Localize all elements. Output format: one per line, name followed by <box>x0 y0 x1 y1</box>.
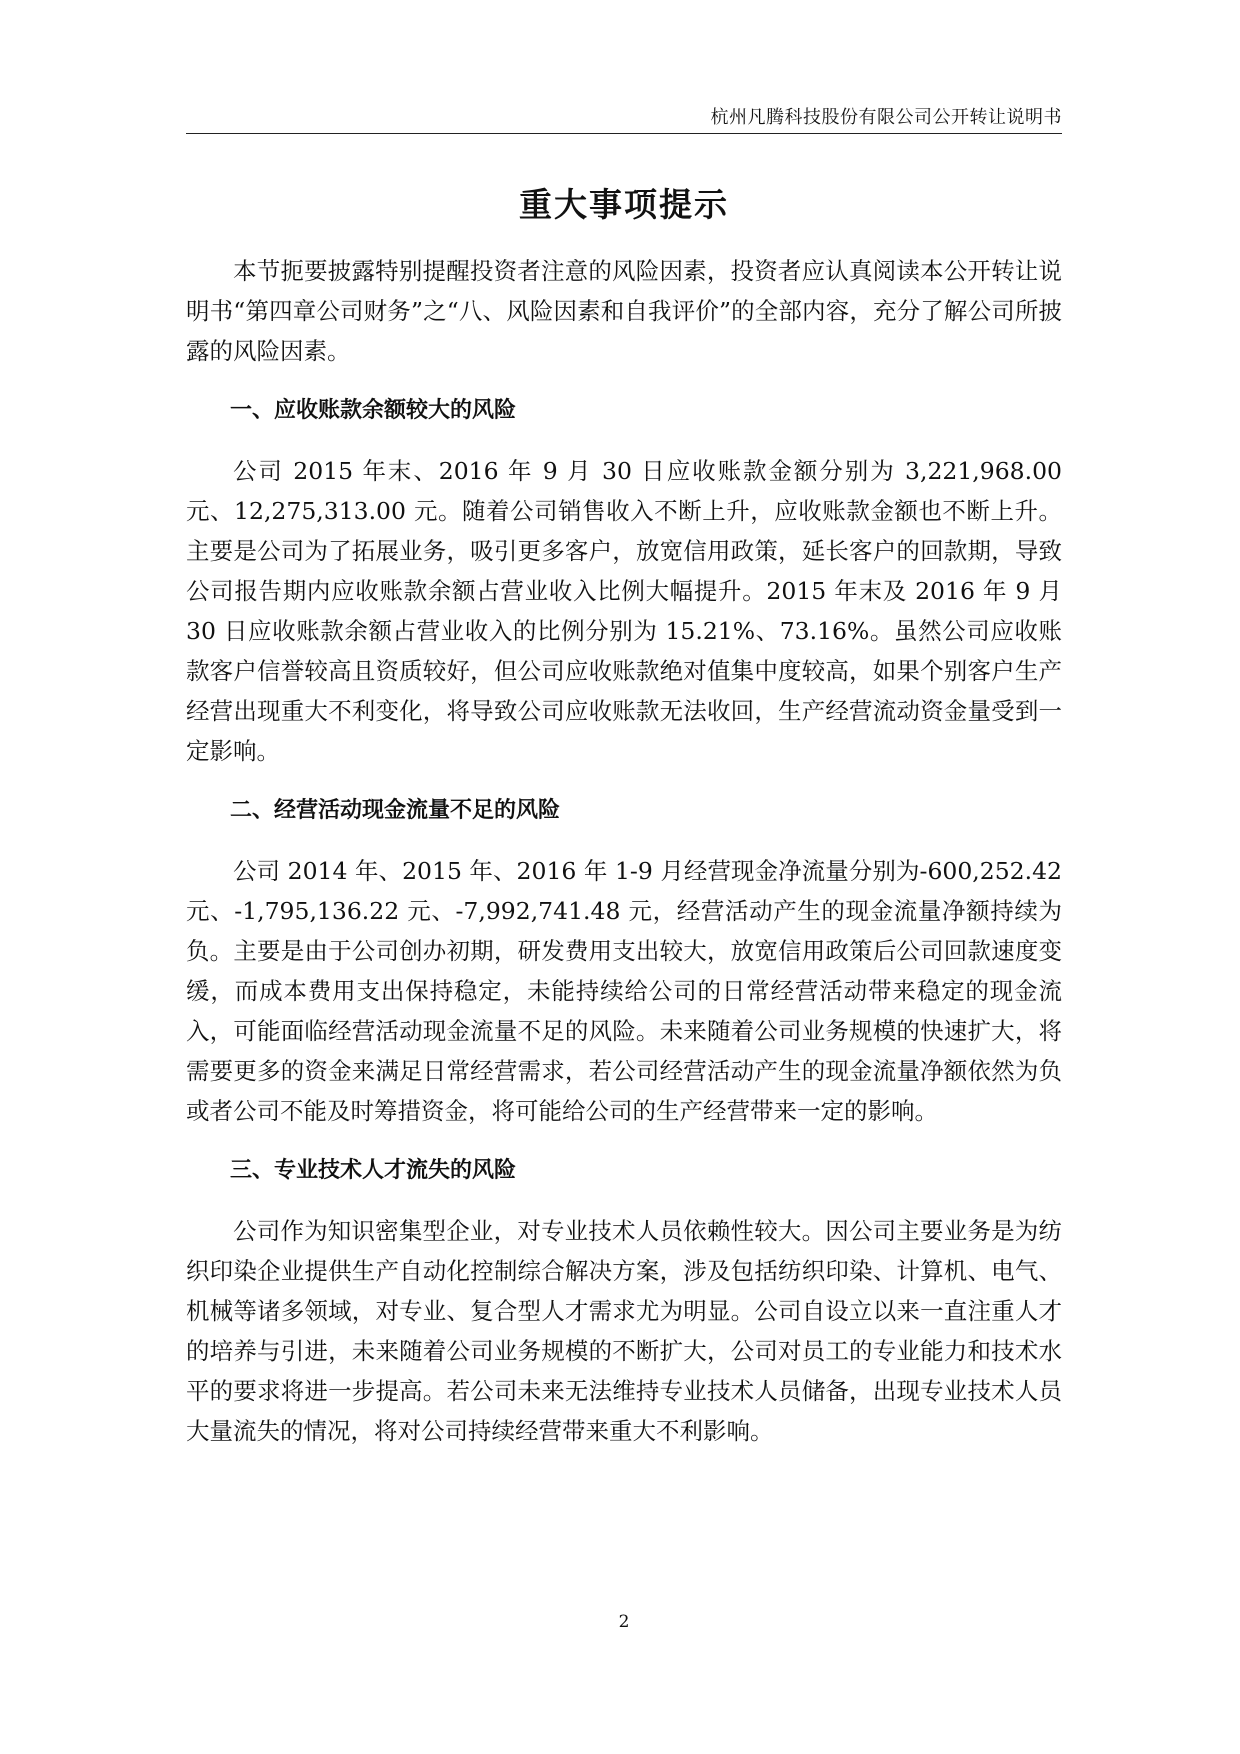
running-header: 杭州凡腾科技股份有限公司公开转让说明书 <box>710 107 1062 128</box>
spacer <box>186 431 1062 451</box>
page-title: 重大事项提示 <box>519 185 729 224</box>
section-body-talent: 公司作为知识密集型企业，对专业技术人员依赖性较大。因公司主要业务是为纺织印染企业提供生产自动化控制综合解决方案，涉及包括纺织印染、计算机、电气、机械等诸多领域，对专业、复合型人才需求尤为明显。公司自设立以来一直注重人才的培养与引进，未来随着公司业务规模的不断扩大，公司对员工的专业能力和技术水平的要求将进一步提高。若公司未来无法维持专业技术人员储备，出现专业技术人员大量流失的情况，将对公司持续经营带来重大不利影响。 <box>186 1217 1062 1445</box>
page-number: 2 <box>618 1612 630 1632</box>
spacer <box>186 831 1062 851</box>
intro-paragraph: 本节扼要披露特别提醒投资者注意的风险因素，投资者应认真阅读本公开转让说明书“第四章公司财务”之“八、风险因素和自我评价”的全部内容，充分了解公司所披露的风险因素。 <box>186 257 1062 365</box>
section-heading-talent: 三、专业技术人才流失的风险 <box>230 1158 517 1183</box>
spacer <box>186 1131 1062 1151</box>
section-body-cash-flow: 公司 2014 年、2015 年、2016 年 1-9 月经营现金净流量分别为-600,252.42 元、-1,795,136.22 元、-7,992,741.48 元，经营活动产生的现金流量净额持续为负。主要是由于公司创办初期，研发费用支出较大，放宽信用政策后公司回款速度变缓，而成本费用支出保持稳定，未能持续给公司的日常经营活动带来稳定的现金流入，可能面临经营活动现金流量不足的风险。未来随着公司业务规模的快速扩大，将需要更多的资金来满足日常经营需求，若公司经营活动产生的现金流量净额依然为负或者公司不能及时筹措资金，将可能给公司的生产经营带来一定的影响。 <box>186 857 1062 1125</box>
section-heading-cash-flow: 二、经营活动现金流量不足的风险 <box>230 798 561 823</box>
spacer <box>186 371 1062 391</box>
spacer <box>186 771 1062 791</box>
spacer <box>186 1191 1062 1211</box>
section-body-receivables: 公司 2015 年末、2016 年 9 月 30 日应收账款金额分别为 3,221,968.00 元、12,275,313.00 元。随着公司销售收入不断上升，应收账款金额也不断上升。主要是公司为了拓展业务，吸引更多客户，放宽信用政策，延长客户的回款期，导致公司报告期内应收账款余额占营业收入比例大幅提升。2015 年末及 2016 年 9 月 30 日应收账款余额占营业收入的比例分别为 15.21%、73.16%。虽然公司应收账款客户信誉较高且资质较好，但公司应收账款绝对值集中度较高，如果个别客户生产经营出现重大不利变化，将导致公司应收账款无法收回，生产经营流动资金量受到一定影响。 <box>186 457 1062 765</box>
section-heading-receivables: 一、应收账款余额较大的风险 <box>230 398 517 423</box>
document-body <box>186 251 1062 1451</box>
header-divider <box>186 133 1062 134</box>
